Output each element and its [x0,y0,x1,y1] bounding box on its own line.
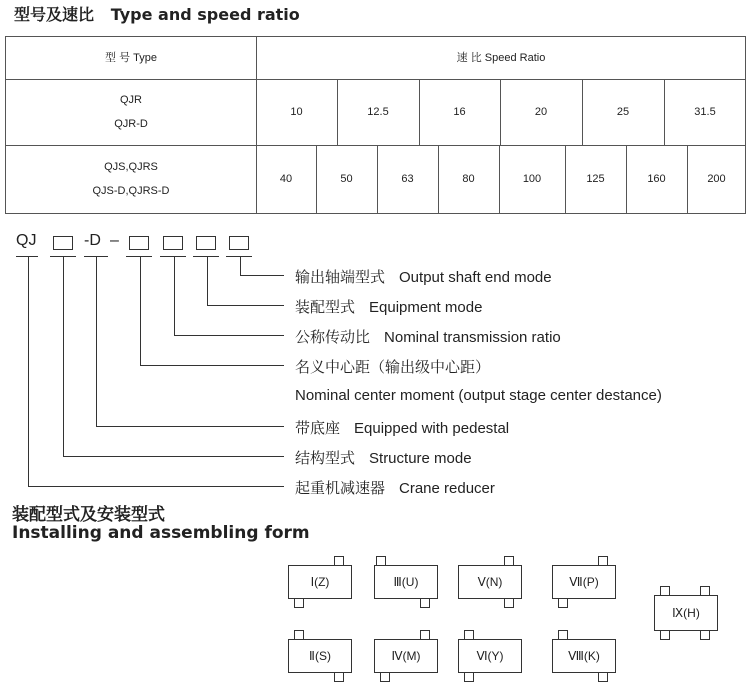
assembly-title-cn: 装配型式及安装型式 [12,505,165,525]
label-structure-mode [295,447,472,468]
label-en: Equipped with pedestal [354,420,510,437]
label-en: Nominal center moment (output stage center destance) [295,387,662,404]
model-name: QJR-D [114,118,148,130]
form-label: Ⅱ(S) [288,639,352,673]
ratio-cell: 100 [522,173,542,185]
code-slot-box [229,236,249,250]
ratio-cell: 50 [340,173,353,185]
label-center-moment [295,387,662,404]
ratio-cell: 80 [462,173,475,185]
ratio-cell: 31.5 [694,106,716,118]
ratio-cell: 125 [586,173,605,185]
label-output-shaft [295,266,552,287]
ratio-cell: 63 [401,173,414,185]
form-label: Ⅴ(N) [458,565,522,599]
model-cell-qjs [6,145,256,213]
ratio-cell: 160 [647,173,666,185]
model-cell-qjr [6,79,256,145]
section-title-en: Type and speed ratio [110,5,300,24]
form-label: Ⅶ(P) [552,565,616,599]
form-diagram-6 [452,630,536,686]
assembly-title-en: Installing and assembling form [12,523,310,543]
form-label: Ⅰ(Z) [288,565,352,599]
label-en: Equipment mode [369,299,483,316]
label-en: Output shaft end mode [399,269,552,286]
code-slot-box [53,236,73,250]
speed-ratio-header: 速 比 Speed Ratio [456,52,546,64]
label-cn: 名义中心距（输出级中心距） [295,359,491,376]
label-cn: 起重机减速器 [295,480,386,497]
form-diagram-8 [546,630,630,686]
ratio-cell: 25 [616,106,630,118]
label-cn: 带底座 [295,420,341,437]
code-dash: – [110,232,119,249]
ratio-cell: 20 [534,106,548,118]
code-prefix: QJ [16,232,37,249]
form-label: Ⅳ(M) [374,639,438,673]
ratio-cell: 16 [453,106,466,118]
form-label: Ⅸ(H) [654,595,718,631]
ratio-cell: 200 [707,173,726,185]
ratio-cell: 10 [290,106,303,118]
form-diagram-9 [648,586,732,648]
label-en: Nominal transmission ratio [384,329,561,346]
ratio-cell: 40 [279,173,293,185]
label-cn: 结构型式 [295,450,356,467]
form-diagram-5 [452,556,536,612]
form-label: Ⅲ(U) [374,565,438,599]
label-equipment-mode [295,296,482,317]
label-crane-reducer [295,477,495,498]
code-slot-box [129,236,149,250]
model-name: QJR [120,94,142,106]
form-label: Ⅵ(Y) [458,639,522,673]
form-diagram-2 [282,630,366,686]
section-title-cn: 型号及速比 [14,5,95,24]
label-center-distance [295,356,490,377]
label-cn: 装配型式 [295,299,356,316]
form-diagram-4 [368,630,452,686]
form-label: Ⅷ(K) [552,639,616,673]
ratio-cell: 12.5 [367,106,389,118]
section-title [14,2,300,25]
label-en: Crane reducer [399,480,495,497]
form-diagram-7 [546,556,630,612]
model-code-diagram [0,226,750,506]
type-header: 型 号 Type [105,52,157,64]
code-slot-box [196,236,216,250]
model-name: QJS,QJRS [104,161,158,173]
label-cn: 公称传动比 [295,329,371,346]
form-diagram-3 [368,556,452,612]
label-pedestal [295,417,509,438]
label-transmission-ratio [295,326,561,347]
label-en: Structure mode [369,450,472,467]
model-name: QJS-D,QJRS-D [92,185,170,197]
code-suffix-d: -D [84,232,101,249]
form-diagram-1 [282,556,366,612]
speed-ratio-table [5,36,746,214]
label-cn: 输出轴端型式 [295,269,386,286]
code-slot-box [163,236,183,250]
